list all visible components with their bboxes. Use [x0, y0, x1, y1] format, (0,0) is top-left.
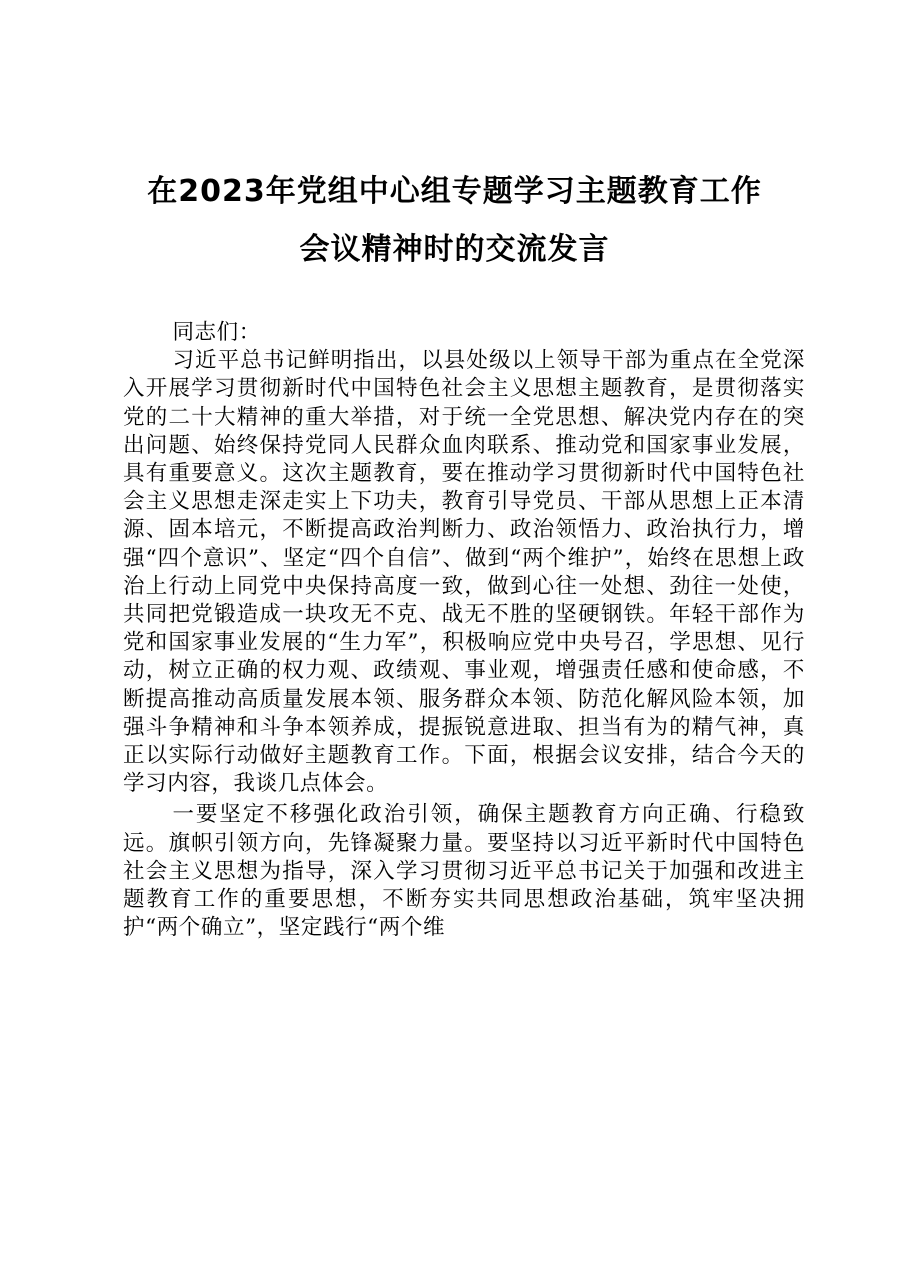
salutation: 同志们：: [172, 320, 261, 345]
document-title-line-1: 在2023年党组中心组专题学习主题教育工作: [147, 174, 762, 209]
paragraph-intro: 习近平总书记鲜明指出，以县处级以上领导干部为重点在全党深入开展学习贯彻新时代中国特色社会主义思想主题教育，是贯彻落实党的二十大精神的重大举措，对于统一全党思想、解决党内存在的突出问题、始终保持党同人民群众血肉联系、推动党和国家事业发展，具有重要意义。这次主题教育，要在推动学习贯彻新时代中国特色社会主义思想走深走实上下功夫，教育引导党员、干部从思想上正本清源、固本培元，不断提高政治判断力、政治领悟力、政治执行力，增强“四个意识”、坚定“四个自信”、做到“两个维护”，始终在思想上政治上行动上同党中央保持高度一致，做到心往一处想、劲往一处使，共同把党锻造成一块攻无不克、战无不胜的坚硬钢铁。年轻干部作为党和国家事业发展的“生力军”，积极响应党中央号召，学思想、见行动，树立正确的权力观、政绩观、事业观，增强责任感和使命感，不断提高推动高质量发展本领、服务群众本领、防范化解风险本领，加强斗争精神和斗争本领养成，提振锐意进取、担当有为的精气神，真正以实际行动做好主题教育工作。下面，根据会议安排，结合今天的学习内容，我谈几点体会。: [123, 348, 805, 797]
document-title-line-2: 会议精神时的交流发言: [299, 232, 610, 267]
document-body: [123, 319, 805, 942]
paragraph-point-one: 一要坚定不移强化政治引领，确保主题教育方向正确、行稳致远。旗帜引领方向，先锋凝聚力量。要坚持以习近平新时代中国特色社会主义思想为指导，深入学习贯彻习近平总书记关于加强和改进主题教育工作的重要思想，不断夯实共同思想政治基础，筑牢坚决拥护“两个确立”，坚定践行“两个维: [123, 802, 805, 941]
